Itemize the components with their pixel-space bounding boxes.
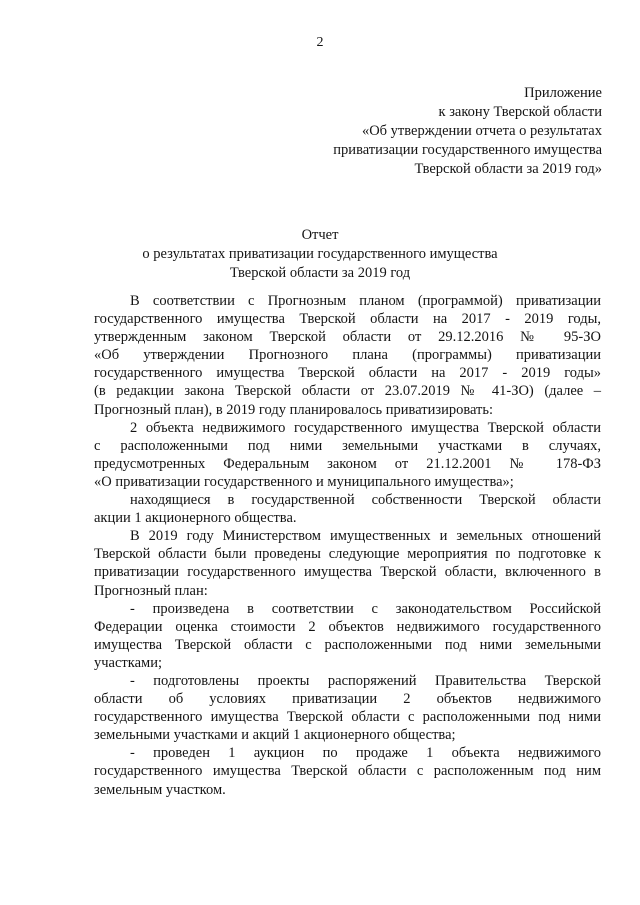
paragraph-line: акции 1 акционерного общества. [94,510,297,527]
paragraph-line: находящиеся в государственной собственности Тверской области [130,492,601,509]
appendix-header [333,84,602,179]
document-title [0,226,640,283]
paragraph-line: - подготовлены проекты распоряжений Правительства Тверской [130,672,601,689]
title-subtitle: о результатах приватизации государственного имущества [142,246,498,262]
paragraph-line: (в редакции закона Тверской области от 23.07.2019 № 41-ЗО) (далее – [94,383,601,400]
paragraph-line: В соответствии с Прогнозным планом (программой) приватизации [130,293,601,309]
body-paragraph [94,292,601,419]
appendix-line: Приложение [524,85,602,101]
paragraph-line: 2 объекта недвижимого государственного имущества Тверской области [130,419,601,436]
body-paragraph [94,672,601,744]
paragraph-line: с расположенными под ними земельными участками в случаях, [94,437,601,454]
paragraph-line: имущества Тверской области с расположенными под ними земельными [94,636,601,653]
body-paragraph [94,744,601,798]
paragraph-line: области об условиях приватизации 2 объектов недвижимого [94,691,601,708]
paragraph-line: Федерации оценка стоимости 2 объектов недвижимого государственного [94,618,601,635]
paragraph-line: утвержденным законом Тверской области от 29.12.2016 № 95-ЗО [94,329,601,346]
paragraph-line: Прогнозный план: [94,582,208,599]
paragraph-line: участками; [94,654,162,671]
paragraph-line: приватизации государственного имущества Тверской области, включенного в [94,564,601,581]
paragraph-line: земельными участками и акций 1 акционерного общества; [94,727,456,744]
body-paragraph [94,491,601,527]
paragraph-line: - произведена в соответствии с законодательством Российской [130,600,601,617]
appendix-line: приватизации государственного имущества [333,142,602,158]
document-body [94,292,601,799]
paragraph-line: государственного имущества Тверской области на 2017 - 2019 годы, [94,311,601,328]
appendix-line: «Об утверждении отчета о результатах [361,123,602,139]
paragraph-line: В 2019 году Министерством имущественных и земельных отношений [130,528,601,545]
body-paragraph [94,527,601,599]
page-number: 2 [316,35,324,50]
title-heading: Отчет [301,227,339,243]
title-subtitle: Тверской области за 2019 год [229,265,411,281]
paragraph-line: «О приватизации государственного и муниципального имущества»; [94,473,514,490]
paragraph-line: государственного имущества Тверской области с расположенными под ними [94,709,601,726]
paragraph-line: предусмотренных Федеральным законом от 21.12.2001 № 178-ФЗ [94,455,601,472]
appendix-line: Тверской области за 2019 год» [414,161,602,177]
paragraph-line: «Об утверждении Прогнозного плана (программы) приватизации [94,347,601,364]
paragraph-line: земельным участком. [94,781,226,798]
paragraph-line: - проведен 1 аукцион по продаже 1 объекта недвижимого [130,745,601,762]
paragraph-line: государственного имущества Тверской области на 2017 - 2019 годы» [94,365,601,382]
paragraph-line: Прогнозный план), в 2019 году планировалось приватизировать: [94,401,494,418]
body-paragraph [94,600,601,672]
body-paragraph [94,419,601,491]
appendix-line: к закону Тверской области [438,104,602,120]
paragraph-line: Тверской области были проведены следующие мероприятия по подготовке к [94,546,601,563]
paragraph-line: государственного имущества Тверской области с расположенным под ним [94,763,601,780]
